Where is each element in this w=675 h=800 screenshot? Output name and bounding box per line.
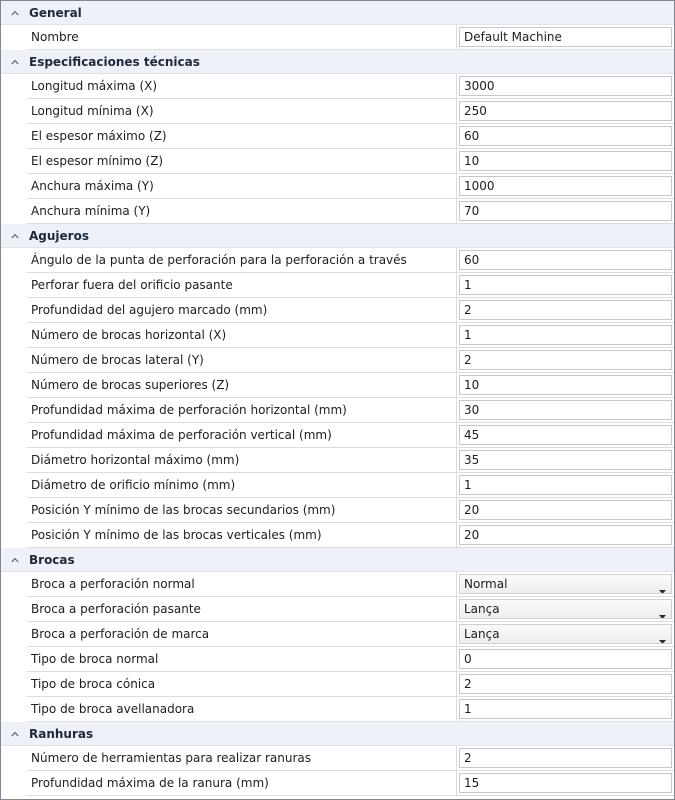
- property-label: Profundidad máxima de la ranura (mm): [27, 771, 457, 796]
- property-label: Broca a perforación de marca: [27, 622, 457, 647]
- property-value-cell: [457, 398, 674, 423]
- property-label: Tipo de broca cónica: [27, 672, 457, 697]
- property-value-cell: [457, 746, 674, 771]
- category-title: Brocas: [29, 553, 75, 567]
- property-dropdown[interactable]: [459, 574, 672, 594]
- property-value-text: 45: [464, 428, 480, 442]
- property-value-input[interactable]: [459, 76, 672, 96]
- chevron-up-icon[interactable]: [7, 548, 23, 572]
- property-row[interactable]: [1, 572, 674, 597]
- property-value-text: 250: [464, 104, 487, 118]
- row-gutter: [1, 697, 27, 722]
- property-row[interactable]: [1, 622, 674, 647]
- property-value-input[interactable]: [459, 748, 672, 768]
- property-row[interactable]: [1, 473, 674, 498]
- property-value-text: 1: [464, 478, 472, 492]
- category-title: Ranhuras: [29, 727, 94, 741]
- property-value-cell: [457, 348, 674, 373]
- property-value-cell: [457, 597, 674, 622]
- property-row[interactable]: [1, 697, 674, 722]
- property-label: Posición Y mínimo de las brocas secundarios (mm): [27, 498, 457, 523]
- property-value-cell: [457, 423, 674, 448]
- property-value-cell: [457, 473, 674, 498]
- property-row[interactable]: [1, 647, 674, 672]
- property-value-input[interactable]: [459, 350, 672, 370]
- property-label: Número de brocas lateral (Y): [27, 348, 457, 373]
- property-row[interactable]: [1, 25, 674, 50]
- property-value-cell: [457, 647, 674, 672]
- property-value-text: 1: [464, 278, 472, 292]
- property-value-input[interactable]: [459, 375, 672, 395]
- property-value-input[interactable]: [459, 699, 672, 719]
- property-label: El espesor mínimo (Z): [27, 149, 457, 174]
- property-row[interactable]: [1, 373, 674, 398]
- property-row[interactable]: [1, 298, 674, 323]
- property-row[interactable]: [1, 523, 674, 548]
- property-value-input[interactable]: [459, 300, 672, 320]
- property-label: Longitud máxima (X): [27, 74, 457, 99]
- caret-down-icon[interactable]: [659, 581, 666, 594]
- caret-down-icon[interactable]: [659, 606, 666, 619]
- property-label: Perforar fuera del orificio pasante: [27, 273, 457, 298]
- row-gutter: [1, 149, 27, 174]
- property-value-input[interactable]: [459, 151, 672, 171]
- property-value-input[interactable]: [459, 325, 672, 345]
- property-value-input[interactable]: [459, 475, 672, 495]
- row-gutter: [1, 647, 27, 672]
- property-row[interactable]: [1, 323, 674, 348]
- property-row[interactable]: [1, 74, 674, 99]
- property-value-cell: [457, 323, 674, 348]
- property-label: Anchura mínima (Y): [27, 199, 457, 224]
- row-gutter: [1, 323, 27, 348]
- row-gutter: [1, 124, 27, 149]
- property-label: Diámetro de orificio mínimo (mm): [27, 473, 457, 498]
- property-value-cell: [457, 572, 674, 597]
- property-label: Profundidad máxima de perforación horizontal (mm): [27, 398, 457, 423]
- property-row[interactable]: [1, 174, 674, 199]
- property-label: Longitud mínima (X): [27, 99, 457, 124]
- property-row[interactable]: [1, 124, 674, 149]
- property-value-cell: [457, 25, 674, 50]
- property-label: Profundidad del agujero marcado (mm): [27, 298, 457, 323]
- property-label: Tipo de broca normal: [27, 647, 457, 672]
- property-value-input[interactable]: [459, 126, 672, 146]
- property-value-cell: [457, 498, 674, 523]
- property-value-text: 1: [464, 702, 472, 716]
- property-label: Broca a perforación pasante: [27, 597, 457, 622]
- property-label: Número de herramientas para realizar ranuras: [27, 746, 457, 771]
- row-gutter: [1, 523, 27, 548]
- property-dropdown[interactable]: [459, 599, 672, 619]
- property-row[interactable]: [1, 771, 674, 796]
- property-value-text: 10: [464, 378, 480, 392]
- row-gutter: [1, 348, 27, 373]
- property-value-text: 1000: [464, 179, 495, 193]
- row-gutter: [1, 248, 27, 273]
- property-value-input[interactable]: [459, 425, 672, 445]
- category-title: Agujeros: [29, 229, 89, 243]
- property-value-cell: [457, 174, 674, 199]
- property-row[interactable]: [1, 672, 674, 697]
- row-gutter: [1, 746, 27, 771]
- property-value-input[interactable]: [459, 649, 672, 669]
- row-gutter: [1, 572, 27, 597]
- property-value-input[interactable]: [459, 176, 672, 196]
- property-value-text: Normal: [464, 577, 508, 591]
- property-value-input[interactable]: [459, 773, 672, 793]
- category-general[interactable]: [1, 1, 674, 25]
- property-value-input[interactable]: [459, 450, 672, 470]
- property-row[interactable]: [1, 149, 674, 174]
- property-value-text: 2: [464, 353, 472, 367]
- row-gutter: [1, 498, 27, 523]
- property-label: Tipo de broca avellanadora: [27, 697, 457, 722]
- property-value-input[interactable]: [459, 201, 672, 221]
- property-label: Ángulo de la punta de perforación para la perforación a través: [27, 248, 457, 273]
- property-row[interactable]: [1, 597, 674, 622]
- row-gutter: [1, 597, 27, 622]
- property-value-input[interactable]: [459, 525, 672, 545]
- property-label: Nombre: [27, 25, 457, 50]
- property-value-text: 30: [464, 403, 480, 417]
- property-row[interactable]: [1, 248, 674, 273]
- property-value-text: 3000: [464, 79, 495, 93]
- property-row[interactable]: [1, 273, 674, 298]
- property-value-cell: [457, 248, 674, 273]
- property-value-cell: [457, 622, 674, 647]
- property-row[interactable]: [1, 99, 674, 124]
- property-value-cell: [457, 124, 674, 149]
- row-gutter: [1, 373, 27, 398]
- row-gutter: [1, 199, 27, 224]
- row-gutter: [1, 25, 27, 50]
- category-brocas[interactable]: [1, 548, 674, 572]
- property-value-text: 60: [464, 129, 480, 143]
- property-label: Profundidad máxima de perforación vertical (mm): [27, 423, 457, 448]
- property-value-text: 35: [464, 453, 480, 467]
- property-value-cell: [457, 373, 674, 398]
- row-gutter: [1, 99, 27, 124]
- row-gutter: [1, 398, 27, 423]
- property-value-cell: [457, 149, 674, 174]
- property-value-text: Lança: [464, 602, 500, 616]
- property-value-cell: [457, 448, 674, 473]
- row-gutter: [1, 622, 27, 647]
- category-title: Especificaciones técnicas: [29, 55, 200, 69]
- category-agujeros[interactable]: [1, 224, 674, 248]
- property-value-input[interactable]: [459, 250, 672, 270]
- row-gutter: [1, 473, 27, 498]
- property-value-text: 1: [464, 328, 472, 342]
- row-gutter: [1, 771, 27, 796]
- property-value-text: 20: [464, 503, 480, 517]
- property-label: El espesor máximo (Z): [27, 124, 457, 149]
- property-value-text: 2: [464, 677, 472, 691]
- property-label: Anchura máxima (Y): [27, 174, 457, 199]
- category-especificaciones-tecnicas[interactable]: [1, 50, 674, 74]
- property-value-text: 2: [464, 303, 472, 317]
- property-row[interactable]: [1, 423, 674, 448]
- row-gutter: [1, 672, 27, 697]
- property-value-cell: [457, 298, 674, 323]
- property-label: Número de brocas horizontal (X): [27, 323, 457, 348]
- property-row[interactable]: [1, 348, 674, 373]
- property-value-input[interactable]: [459, 275, 672, 295]
- property-row[interactable]: [1, 448, 674, 473]
- property-value-cell: [457, 99, 674, 124]
- chevron-up-icon[interactable]: [7, 224, 23, 248]
- property-dropdown[interactable]: [459, 624, 672, 644]
- property-label: Broca a perforación normal: [27, 572, 457, 597]
- property-value-cell: [457, 523, 674, 548]
- property-value-input[interactable]: [459, 400, 672, 420]
- property-value-text: Default Machine: [464, 30, 562, 44]
- property-value-text: Lança: [464, 627, 500, 641]
- property-row[interactable]: [1, 498, 674, 523]
- property-value-text: 10: [464, 154, 480, 168]
- category-ranhuras[interactable]: [1, 722, 674, 746]
- row-gutter: [1, 448, 27, 473]
- row-gutter: [1, 423, 27, 448]
- property-row[interactable]: [1, 746, 674, 771]
- property-value-text: 70: [464, 204, 480, 218]
- chevron-up-icon[interactable]: [7, 1, 23, 25]
- property-row[interactable]: [1, 398, 674, 423]
- property-value-text: 60: [464, 253, 480, 267]
- property-value-cell: [457, 273, 674, 298]
- property-value-text: 0: [464, 652, 472, 666]
- row-gutter: [1, 298, 27, 323]
- property-row[interactable]: [1, 199, 674, 224]
- property-value-text: 15: [464, 776, 480, 790]
- property-value-text: 2: [464, 751, 472, 765]
- chevron-up-icon[interactable]: [7, 50, 23, 74]
- row-gutter: [1, 174, 27, 199]
- property-value-cell: [457, 74, 674, 99]
- property-value-input[interactable]: [459, 27, 672, 47]
- property-label: Diámetro horizontal máximo (mm): [27, 448, 457, 473]
- property-value-input[interactable]: [459, 500, 672, 520]
- property-value-cell: [457, 199, 674, 224]
- property-value-cell: [457, 697, 674, 722]
- property-value-input[interactable]: [459, 674, 672, 694]
- caret-down-icon[interactable]: [659, 631, 666, 644]
- property-label: Número de brocas superiores (Z): [27, 373, 457, 398]
- row-gutter: [1, 74, 27, 99]
- property-value-text: 20: [464, 528, 480, 542]
- chevron-up-icon[interactable]: [7, 722, 23, 746]
- property-value-input[interactable]: [459, 101, 672, 121]
- property-value-cell: [457, 771, 674, 796]
- property-value-cell: [457, 672, 674, 697]
- category-title: General: [29, 6, 82, 20]
- row-gutter: [1, 273, 27, 298]
- property-label: Posición Y mínimo de las brocas verticales (mm): [27, 523, 457, 548]
